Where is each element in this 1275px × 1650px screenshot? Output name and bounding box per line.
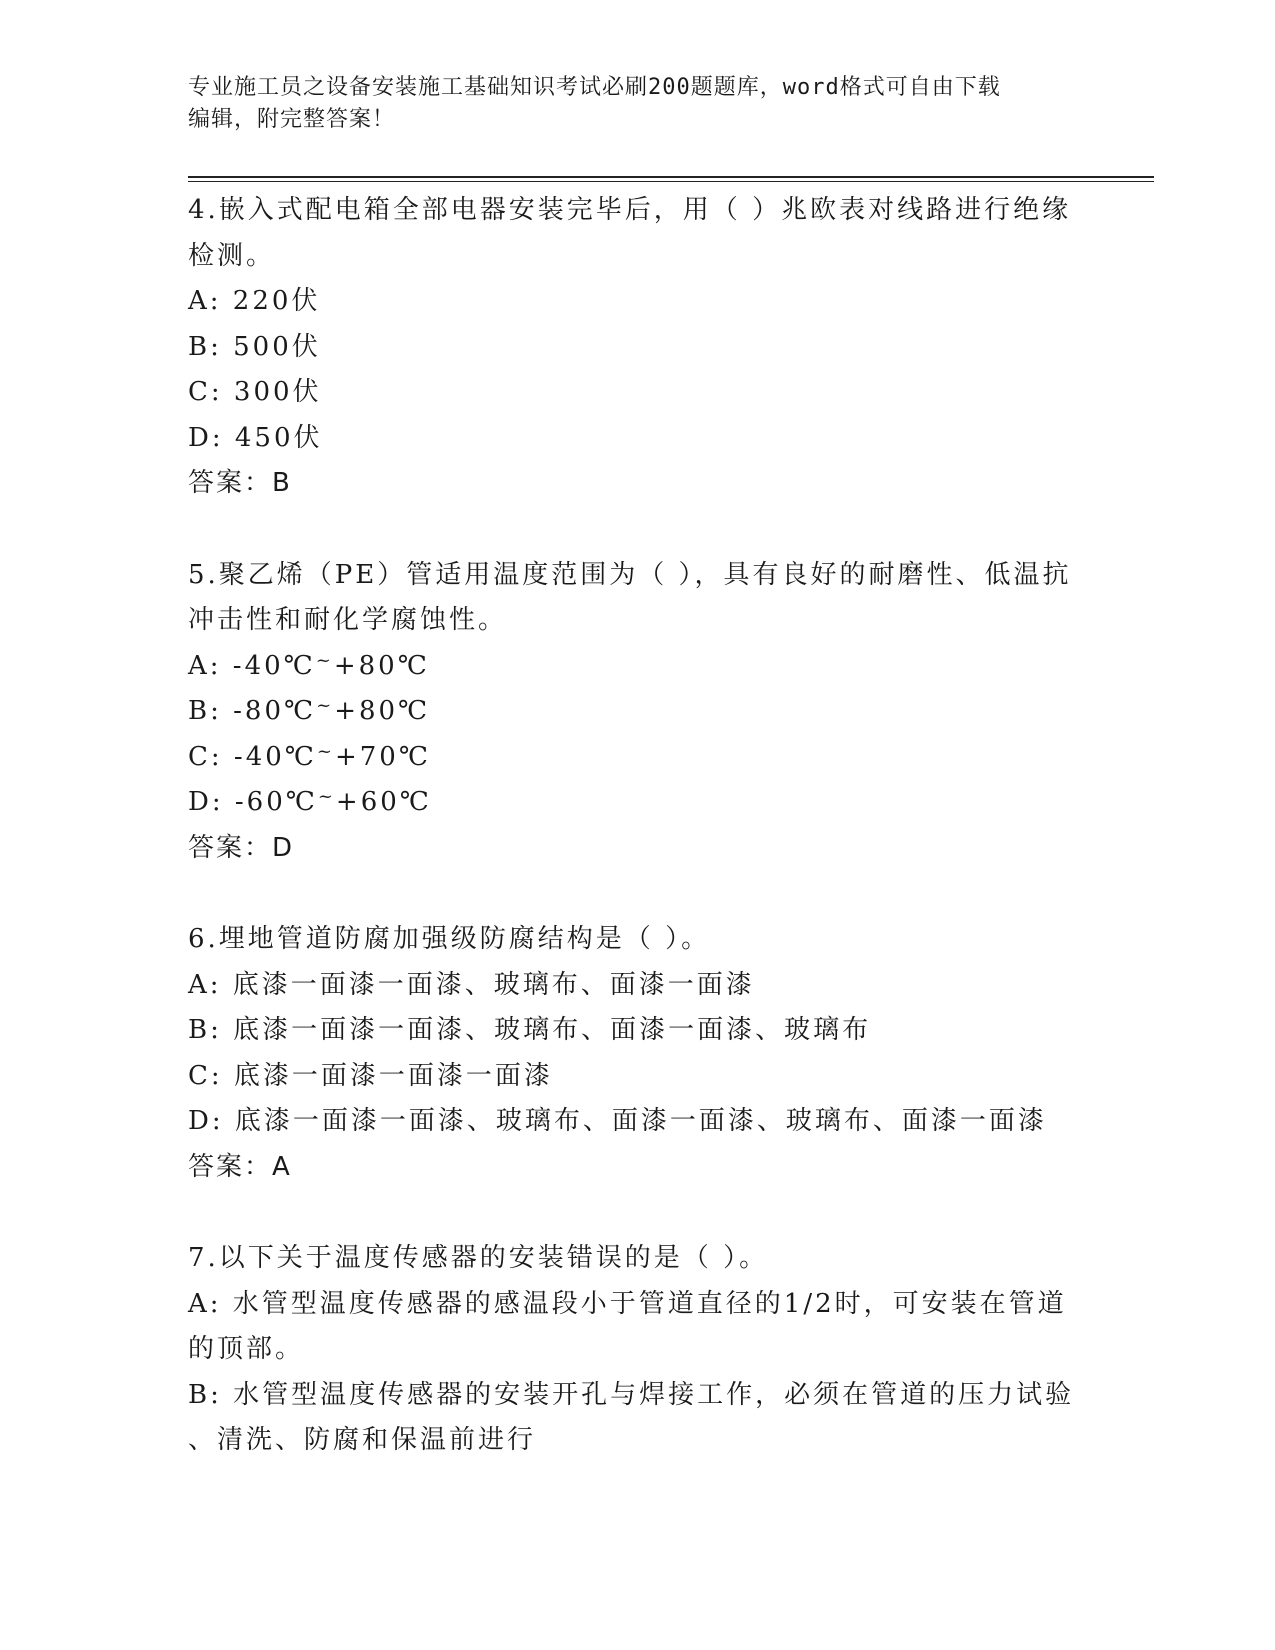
question-6 bbox=[188, 917, 1088, 1190]
option-d: D: 450伏 bbox=[188, 422, 323, 453]
option-a: A: 220伏 bbox=[188, 286, 321, 316]
question-7 bbox=[188, 1236, 1088, 1464]
spacer bbox=[188, 507, 1088, 553]
header-rule-thick bbox=[188, 176, 1154, 178]
option-a-continued: 的顶部。 bbox=[188, 1334, 305, 1364]
option-high: +80℃ bbox=[334, 696, 431, 726]
question-stem-line: 5.聚乙烯（PE）管适用温度范围为（ ），具有良好的耐磨性、低温抗 bbox=[188, 559, 1072, 590]
tilde-mark: ~ bbox=[315, 649, 334, 671]
answer: 答案：A bbox=[188, 1151, 292, 1182]
answer: 答案：B bbox=[188, 468, 292, 498]
header-line-1: 专业施工员之设备安装施工基础知识考试必刷200题题库，word格式可自由下载 bbox=[188, 75, 1001, 100]
option-c: C: 300伏 bbox=[188, 377, 322, 407]
option-b bbox=[188, 689, 1088, 735]
question-stem-line: 冲击性和耐化学腐蚀性。 bbox=[188, 605, 508, 635]
header-line-2: 编辑，附完整答案！ bbox=[188, 107, 396, 132]
option-high: +80℃ bbox=[333, 650, 430, 681]
spacer bbox=[188, 1190, 1088, 1236]
option-c: C: 底漆一面漆一面漆一面漆 bbox=[188, 1060, 553, 1091]
option-a: A: 水管型温度传感器的感温段小于管道直径的1/2时，可安装在管道 bbox=[188, 1288, 1067, 1319]
option-b: B: 500伏 bbox=[188, 331, 321, 362]
question-stem-line: 4.嵌入式配电箱全部电器安装完毕后，用（ ）兆欧表对线路进行绝缘 bbox=[188, 195, 1072, 225]
option-a bbox=[188, 644, 1088, 690]
option-b: B: 水管型温度传感器的安装开孔与焊接工作，必须在管道的压力试验 bbox=[188, 1379, 1075, 1410]
document-header bbox=[188, 72, 1068, 136]
header-rule-thin bbox=[188, 181, 1154, 182]
option-d bbox=[188, 780, 1088, 826]
question-stem-line: 7.以下关于温度传感器的安装错误的是（ ）。 bbox=[188, 1243, 769, 1273]
tilde-mark: ~ bbox=[316, 695, 335, 716]
option-c bbox=[188, 735, 1088, 781]
option-a: A: 底漆一面漆一面漆、玻璃布、面漆一面漆 bbox=[188, 969, 755, 1000]
option-high: +70℃ bbox=[334, 741, 431, 772]
option-low: D: -60℃ bbox=[188, 787, 318, 817]
answer: 答案：D bbox=[188, 832, 295, 863]
question-4 bbox=[188, 188, 1088, 507]
question-stem-line: 6.埋地管道防腐加强级防腐结构是（ ）。 bbox=[188, 924, 711, 954]
option-d: D: 底漆一面漆一面漆、玻璃布、面漆一面漆、玻璃布、面漆一面漆 bbox=[188, 1106, 1047, 1136]
question-list bbox=[188, 188, 1088, 1464]
option-b: B: 底漆一面漆一面漆、玻璃布、面漆一面漆、玻璃布 bbox=[188, 1015, 872, 1045]
tilde-mark: ~ bbox=[317, 786, 336, 807]
option-high: +60℃ bbox=[335, 787, 432, 817]
option-low: A: -40℃ bbox=[188, 650, 316, 681]
question-5 bbox=[188, 553, 1088, 872]
question-stem-line: 检测。 bbox=[188, 240, 276, 271]
tilde-mark: ~ bbox=[316, 740, 335, 762]
option-low: B: -80℃ bbox=[188, 696, 317, 726]
option-low: C: -40℃ bbox=[188, 741, 317, 772]
option-b-continued: 、清洗、防腐和保温前进行 bbox=[188, 1425, 537, 1455]
spacer bbox=[188, 871, 1088, 917]
